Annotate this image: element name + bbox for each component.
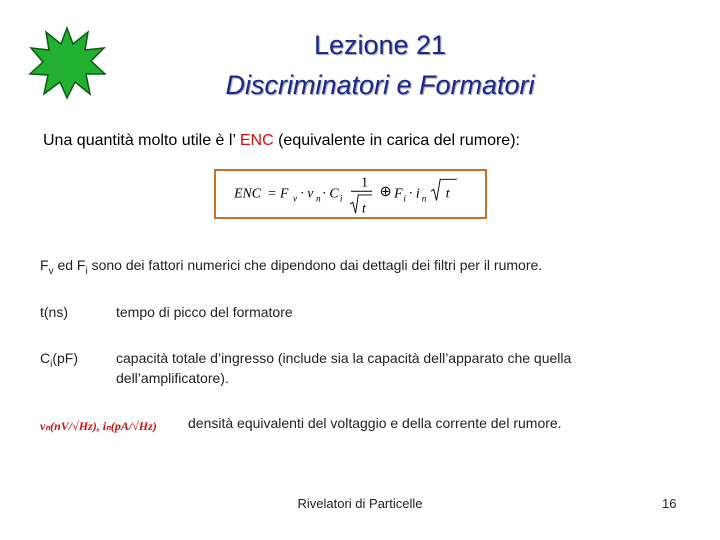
intro-suffix: (equivalente in carica del rumore): xyxy=(273,132,520,149)
ci-label-sub: i xyxy=(50,358,53,370)
formula-eq: = F xyxy=(267,185,289,201)
formula-oplus: ⊕ xyxy=(379,183,392,200)
noise-density-formula xyxy=(38,413,188,439)
enc-highlight: ENC xyxy=(239,132,274,149)
formula-frac-num: 1 xyxy=(361,174,368,190)
ci-label-unit: (pF) xyxy=(52,350,79,366)
formula-vn-sub: n xyxy=(316,193,321,204)
formula-sqrt-t: t xyxy=(445,185,450,201)
fi-subscript: i xyxy=(85,265,88,277)
formula-frac-den: t xyxy=(362,200,366,216)
ci-label-main: C xyxy=(40,350,51,366)
formula-in: · i xyxy=(408,185,420,201)
noise-density-description: densità equivalenti del voltaggio e della corrente del rumore. xyxy=(188,415,562,431)
formula-ci-sub: i xyxy=(339,193,343,204)
intro-prefix: Una quantità molto utile è l’ xyxy=(43,132,240,149)
enc-formula-box xyxy=(214,169,487,219)
tns-description: tempo di picco del formatore xyxy=(116,304,293,320)
page-number: 16 xyxy=(662,496,677,511)
ci-label xyxy=(40,350,78,370)
formula-fi-sub: i xyxy=(403,193,406,204)
fv-fi-description xyxy=(40,257,542,277)
ci-description: capacità totale d’ingresso (include sia la capacità dell’apparato che quella dell’amplificatore). xyxy=(116,350,572,386)
formula-lhs: ENC xyxy=(234,185,261,201)
noise-density-formula-text: vₙ(nV/√Hz), iₙ(pA/√Hz) xyxy=(40,419,157,433)
fv-fi-text: sono dei fattori numerici che dipendono dai dettagli dei filtri per il rumore. xyxy=(87,257,543,273)
formula-fi: F xyxy=(394,185,403,201)
formula-fv-sub: v xyxy=(293,193,298,204)
formula-in-sub: n xyxy=(421,193,427,204)
formula-vn: · v xyxy=(300,185,314,201)
slide-subtitle: Discriminatori e Formatori xyxy=(225,70,535,100)
footer-title: Rivelatori di Particelle xyxy=(297,496,423,511)
fv-subscript: v xyxy=(48,265,54,277)
tns-label: t(ns) xyxy=(40,304,68,320)
formula-ci: · C xyxy=(322,185,339,201)
enc-formula xyxy=(216,171,485,217)
slide-title: Lezione 21 xyxy=(313,30,447,60)
fv-symbol: F xyxy=(40,257,49,273)
fi-symbol: ed F xyxy=(53,257,86,273)
intro-text xyxy=(43,132,520,150)
